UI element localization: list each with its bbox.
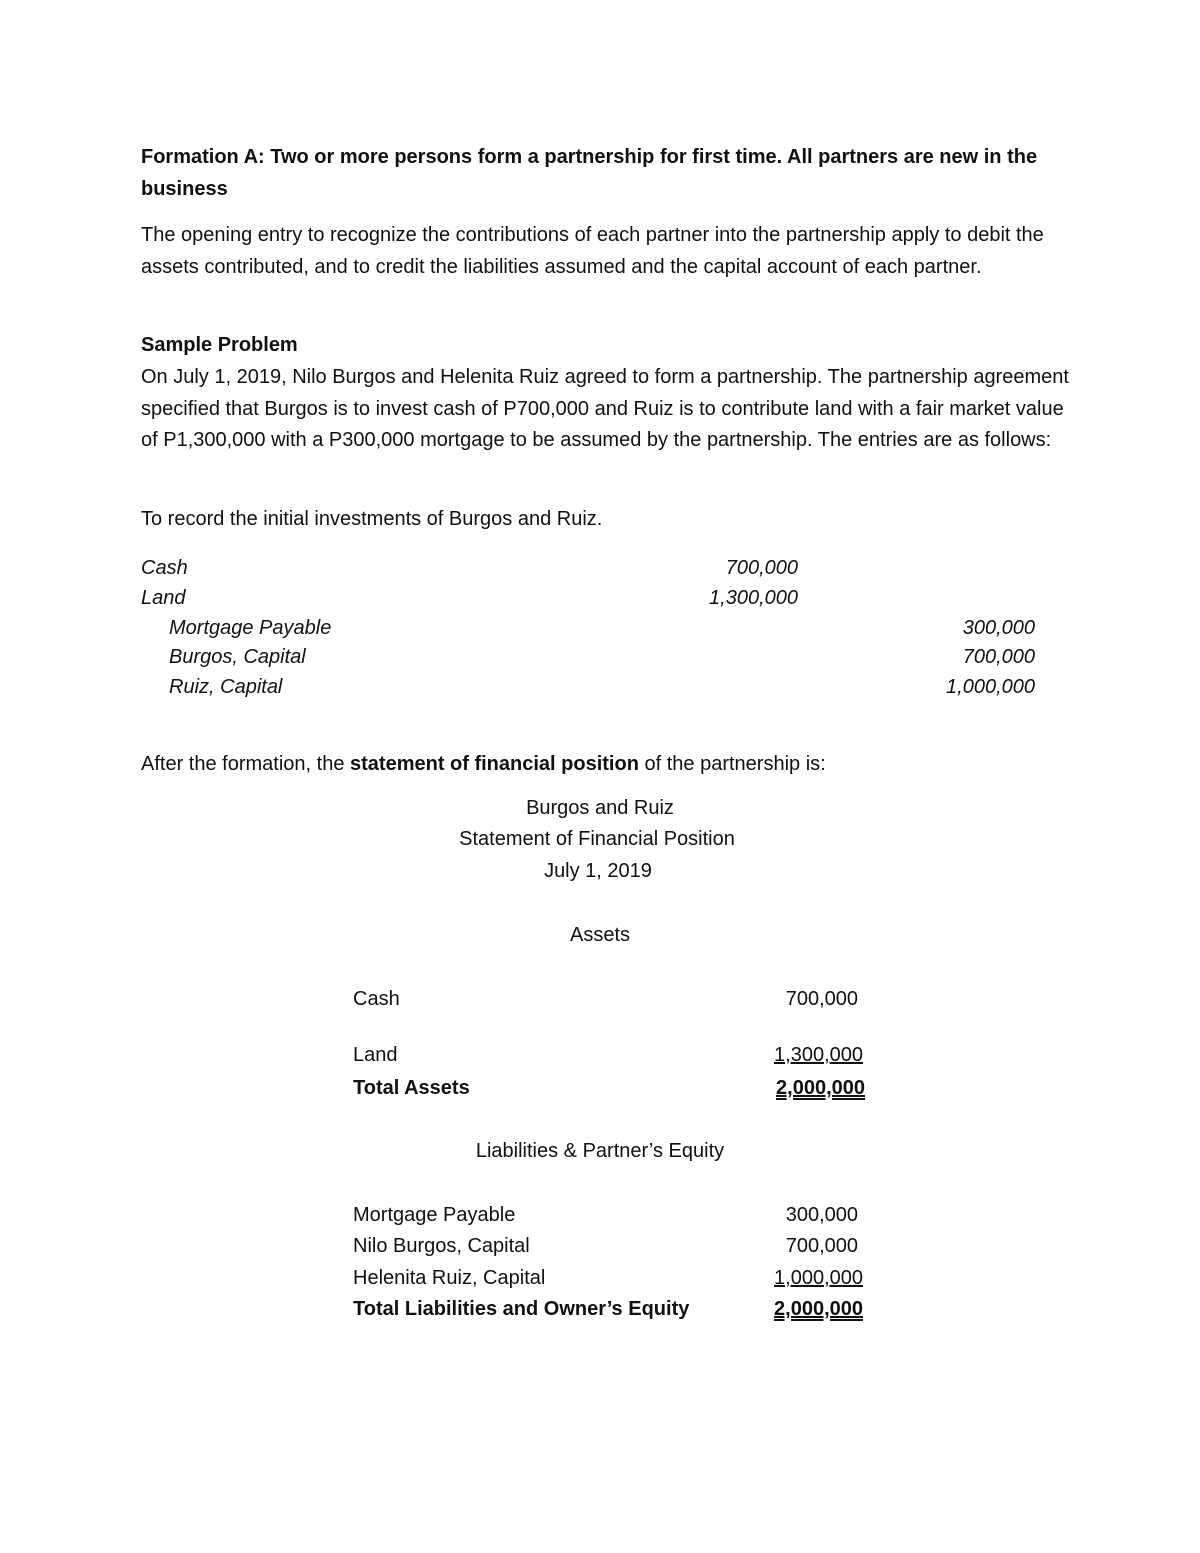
- liability-label: Mortgage Payable: [353, 1204, 516, 1226]
- statement-date: July 1, 2019: [544, 860, 652, 882]
- total-liabilities-label: Total Liabilities and Owner’s Equity: [353, 1298, 690, 1320]
- section-heading: Formation A: Two or more persons form a partnership for first time. All partners are new in the business: [141, 146, 1038, 200]
- liability-value: 300,000: [785, 1204, 858, 1226]
- statement-company: Burgos and Ruiz: [526, 797, 674, 819]
- journal-row: [141, 553, 1041, 583]
- journal-account: Cash: [141, 557, 188, 579]
- liability-label: Nilo Burgos, Capital: [353, 1235, 530, 1257]
- asset-label: Land: [353, 1044, 398, 1066]
- journal-credit: 1,000,000: [946, 676, 1035, 698]
- journal-account: Ruiz, Capital: [169, 676, 283, 698]
- journal-account: Mortgage Payable: [169, 617, 332, 639]
- journal-credit: 300,000: [962, 617, 1035, 639]
- total-liabilities-value: 2,000,000: [774, 1298, 863, 1320]
- journal-row: [141, 583, 1041, 613]
- intro-paragraph: The opening entry to recognize the contributions of each partner into the partnership apply to debit the assets contributed, and to credit the liabilities assumed and the capital account of each partner.: [141, 224, 1044, 278]
- journal-row: [141, 672, 1041, 702]
- sample-problem-title: Sample Problem: [141, 334, 298, 356]
- after-bold: statement of financial position: [350, 753, 639, 775]
- after-prefix: After the formation, the: [141, 753, 350, 775]
- total-assets-label: Total Assets: [353, 1077, 470, 1099]
- after-suffix: of the partnership is:: [638, 753, 826, 775]
- journal-debit: 1,300,000: [709, 587, 798, 609]
- assets-heading: Assets: [569, 924, 631, 946]
- total-assets-value: 2,000,000: [776, 1077, 865, 1099]
- journal-debit: 700,000: [725, 557, 798, 579]
- asset-label: Cash: [353, 988, 400, 1010]
- asset-value: 1,300,000: [774, 1044, 863, 1066]
- record-line: To record the initial investments of Burgos and Ruiz.: [141, 508, 603, 530]
- liabilities-heading: Liabilities & Partner’s Equity: [475, 1140, 725, 1162]
- journal-row: [141, 642, 1041, 672]
- sample-problem-text: On July 1, 2019, Nilo Burgos and Helenita Ruiz agreed to form a partnership. The partnership agreement specified that Burgos is to invest cash of P700,000 and Ruiz is to contribute land with a fair market value of P1,300,000 with a P300,000 mortgage to be assumed by the partnership. The entries are as follows:: [141, 366, 1069, 451]
- journal-account: Land: [141, 587, 186, 609]
- journal-account: Burgos, Capital: [169, 646, 306, 668]
- asset-value: 700,000: [785, 988, 858, 1010]
- liability-label: Helenita Ruiz, Capital: [353, 1267, 546, 1289]
- journal-credit: 700,000: [962, 646, 1035, 668]
- liability-value: 1,000,000: [774, 1267, 863, 1289]
- statement-title: Statement of Financial Position: [459, 828, 735, 850]
- after-formation-line: [141, 749, 1071, 781]
- journal-row: [141, 613, 1041, 643]
- liability-value: 700,000: [785, 1235, 858, 1257]
